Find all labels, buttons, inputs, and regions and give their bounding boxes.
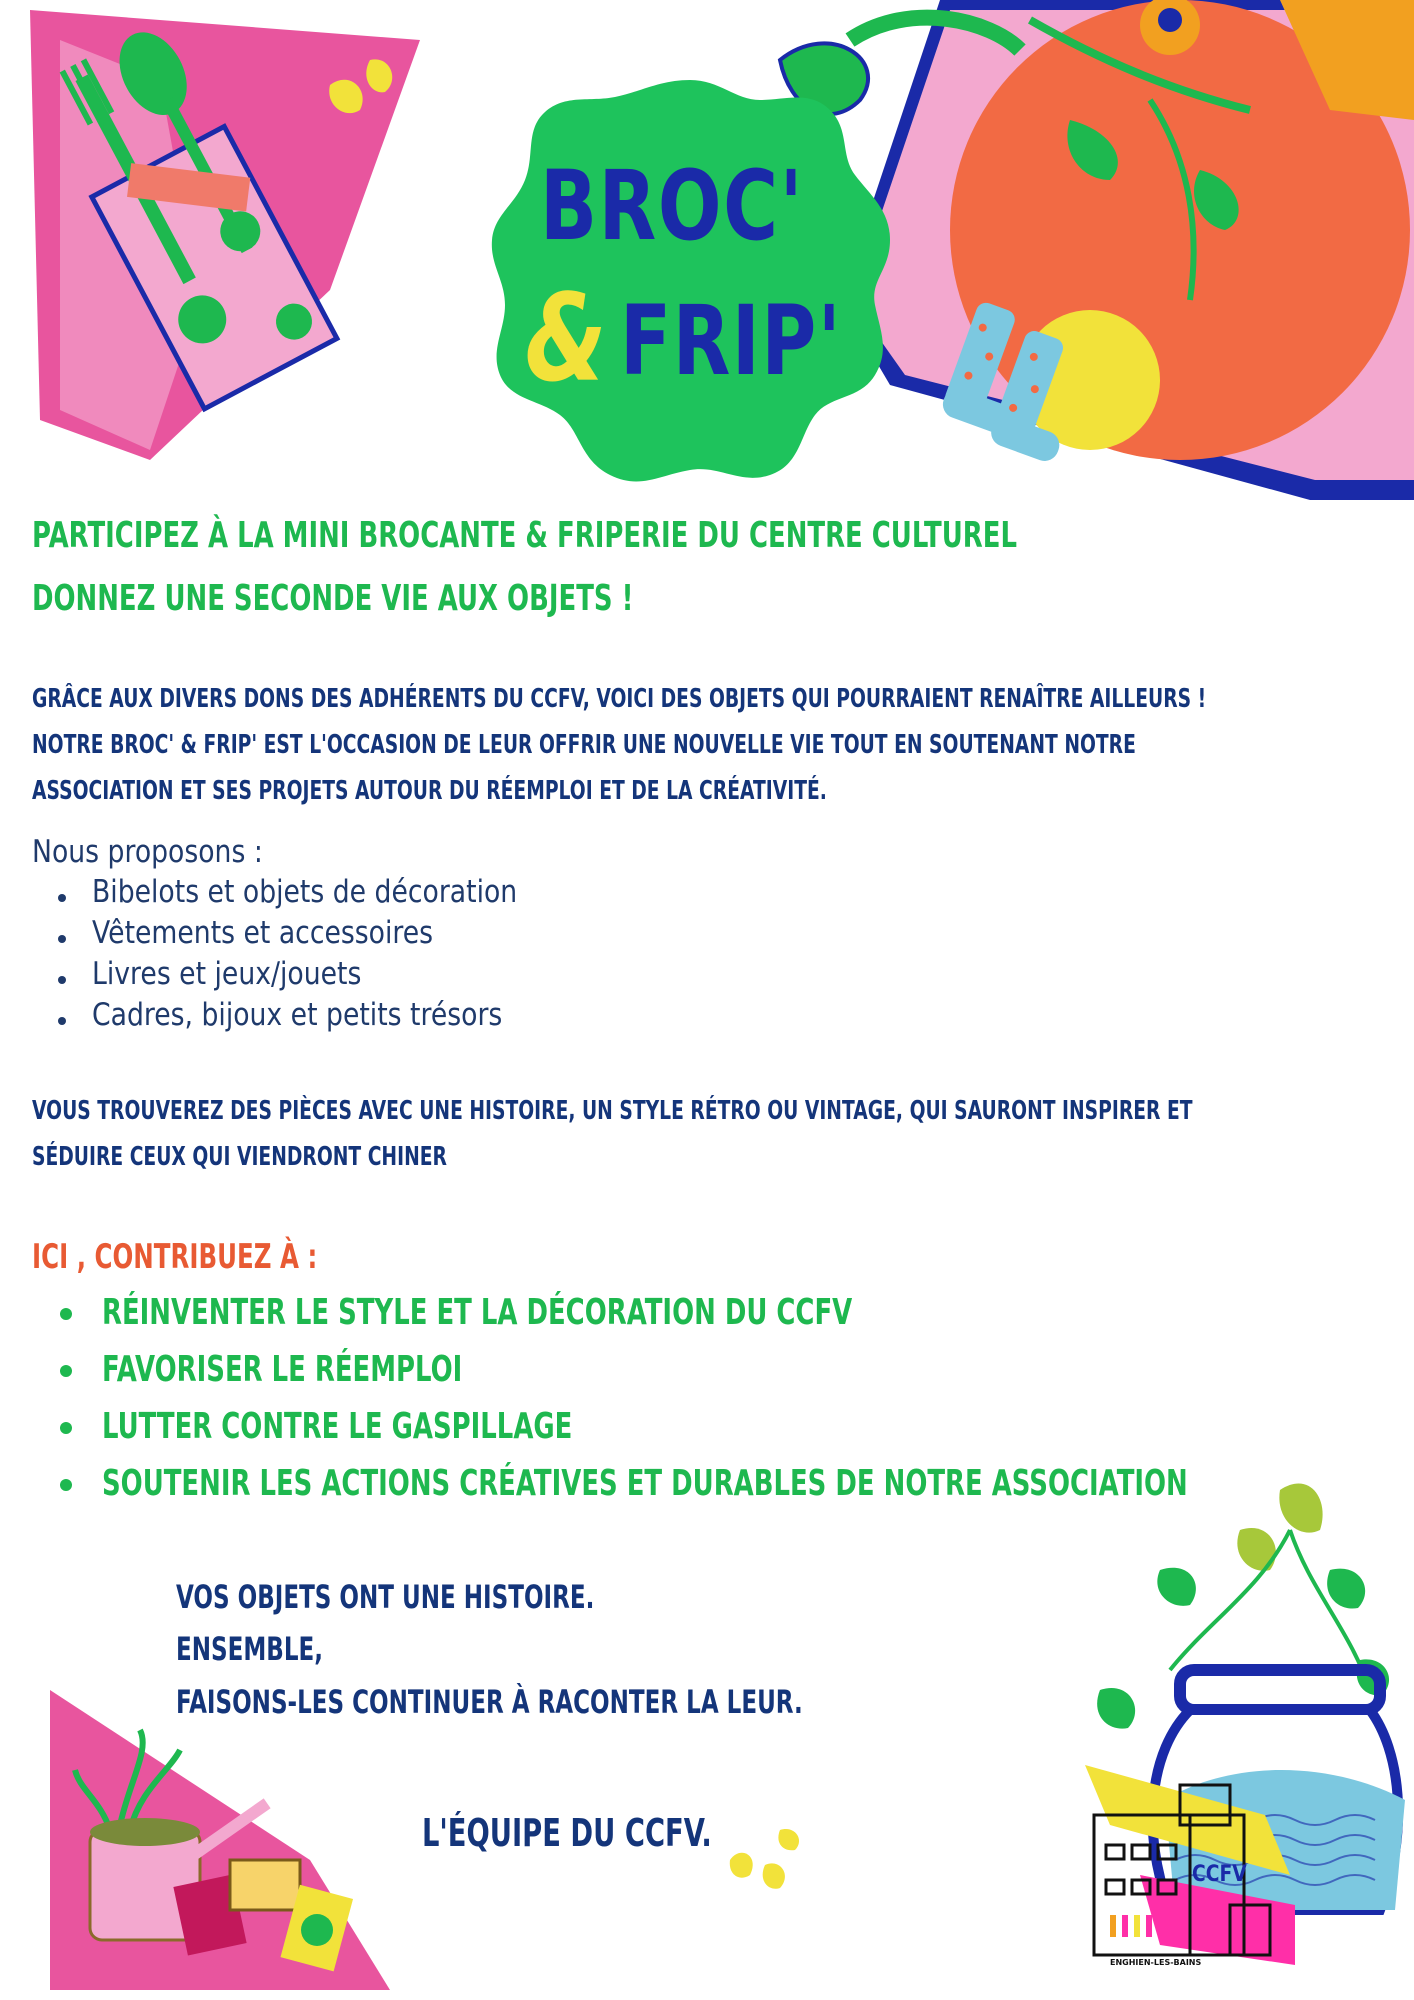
logo-frip-text: FRIP' <box>620 285 843 397</box>
headline-line-1: PARTICIPEZ À LA MINI BROCANTE & FRIPERIE DU CENTRE CULTUREL <box>32 515 1017 556</box>
cutlery-napkin-illustration <box>0 0 460 470</box>
closing-line-2: ENSEMBLE, <box>176 1630 324 1668</box>
sparkle-illustration <box>720 1820 820 1900</box>
offer-item-label: Vêtements et accessoires <box>92 915 434 951</box>
contribute-item-label: FAVORISER LE RÉEMPLOI <box>102 1349 463 1390</box>
offer-item-label: Cadres, bijoux et petits trésors <box>92 997 503 1033</box>
closing-line-1: VOS OBJETS ONT UNE HISTOIRE. <box>176 1578 595 1616</box>
intro-line-2: NOTRE BROC' & FRIP' EST L'OCCASION DE LEUR OFFRIR UNE NOUVELLE VIE TOUT EN SOUTENANT NOTRE <box>32 730 1136 760</box>
vintage-line-1: VOUS TROUVEREZ DES PIÈCES AVEC UNE HISTOIRE, UN STYLE RÉTRO OU VINTAGE, QUI SAURONT INSPIRER ET <box>32 1096 1193 1126</box>
intro-line-3: ASSOCIATION ET SES PROJETS AUTOUR DU RÉEMPLOI ET DE LA CRÉATIVITÉ. <box>32 776 827 806</box>
vintage-line-2: SÉDUIRE CEUX QUI VIENDRONT CHINER <box>32 1142 447 1172</box>
contribute-item-label: SOUTENIR LES ACTIONS CRÉATIVES ET DURABLES DE NOTRE ASSOCIATION <box>102 1463 1188 1504</box>
offer-item-label: Livres et jeux/jouets <box>92 956 362 992</box>
bullet-icon <box>60 1365 72 1377</box>
intro-line-1: GRÂCE AUX DIVERS DONS DES ADHÉRENTS DU CCFV, VOICI DES OBJETS QUI POURRAIENT RENAÎTRE AILLEURS ! <box>32 684 1207 714</box>
ccfv-building-logo <box>1080 1755 1300 1965</box>
logo-broc-text: BROC' <box>540 150 805 262</box>
bullet-icon <box>58 935 66 943</box>
ccfv-logo-name: CCFV <box>1192 1862 1247 1887</box>
bullet-icon <box>58 1017 66 1025</box>
contribute-title: ICI , CONTRIBUEZ À : <box>32 1237 318 1277</box>
contribute-item-label: LUTTER CONTRE LE GASPILLAGE <box>102 1406 573 1447</box>
bullet-icon <box>58 894 66 902</box>
bullet-icon <box>58 976 66 984</box>
headline-line-2: DONNEZ UNE SECONDE VIE AUX OBJETS ! <box>32 578 634 619</box>
bullet-icon <box>60 1479 72 1491</box>
logo-ampersand: & <box>525 270 609 409</box>
offer-item-label: Bibelots et objets de décoration <box>92 874 518 910</box>
ccfv-logo-city: ENGHIEN-LES-BAINS <box>1110 1958 1202 1967</box>
bullet-icon <box>60 1422 72 1434</box>
closing-line-3: FAISONS-LES CONTINUER À RACONTER LA LEUR. <box>176 1683 803 1721</box>
offer-title: Nous proposons : <box>32 834 263 870</box>
contribute-item-label: RÉINVENTER LE STYLE ET LA DÉCORATION DU CCFV <box>102 1292 853 1333</box>
signature: L'ÉQUIPE DU CCFV. <box>422 1811 712 1855</box>
watering-can-illustration <box>30 1690 410 2000</box>
bullet-icon <box>60 1308 72 1320</box>
